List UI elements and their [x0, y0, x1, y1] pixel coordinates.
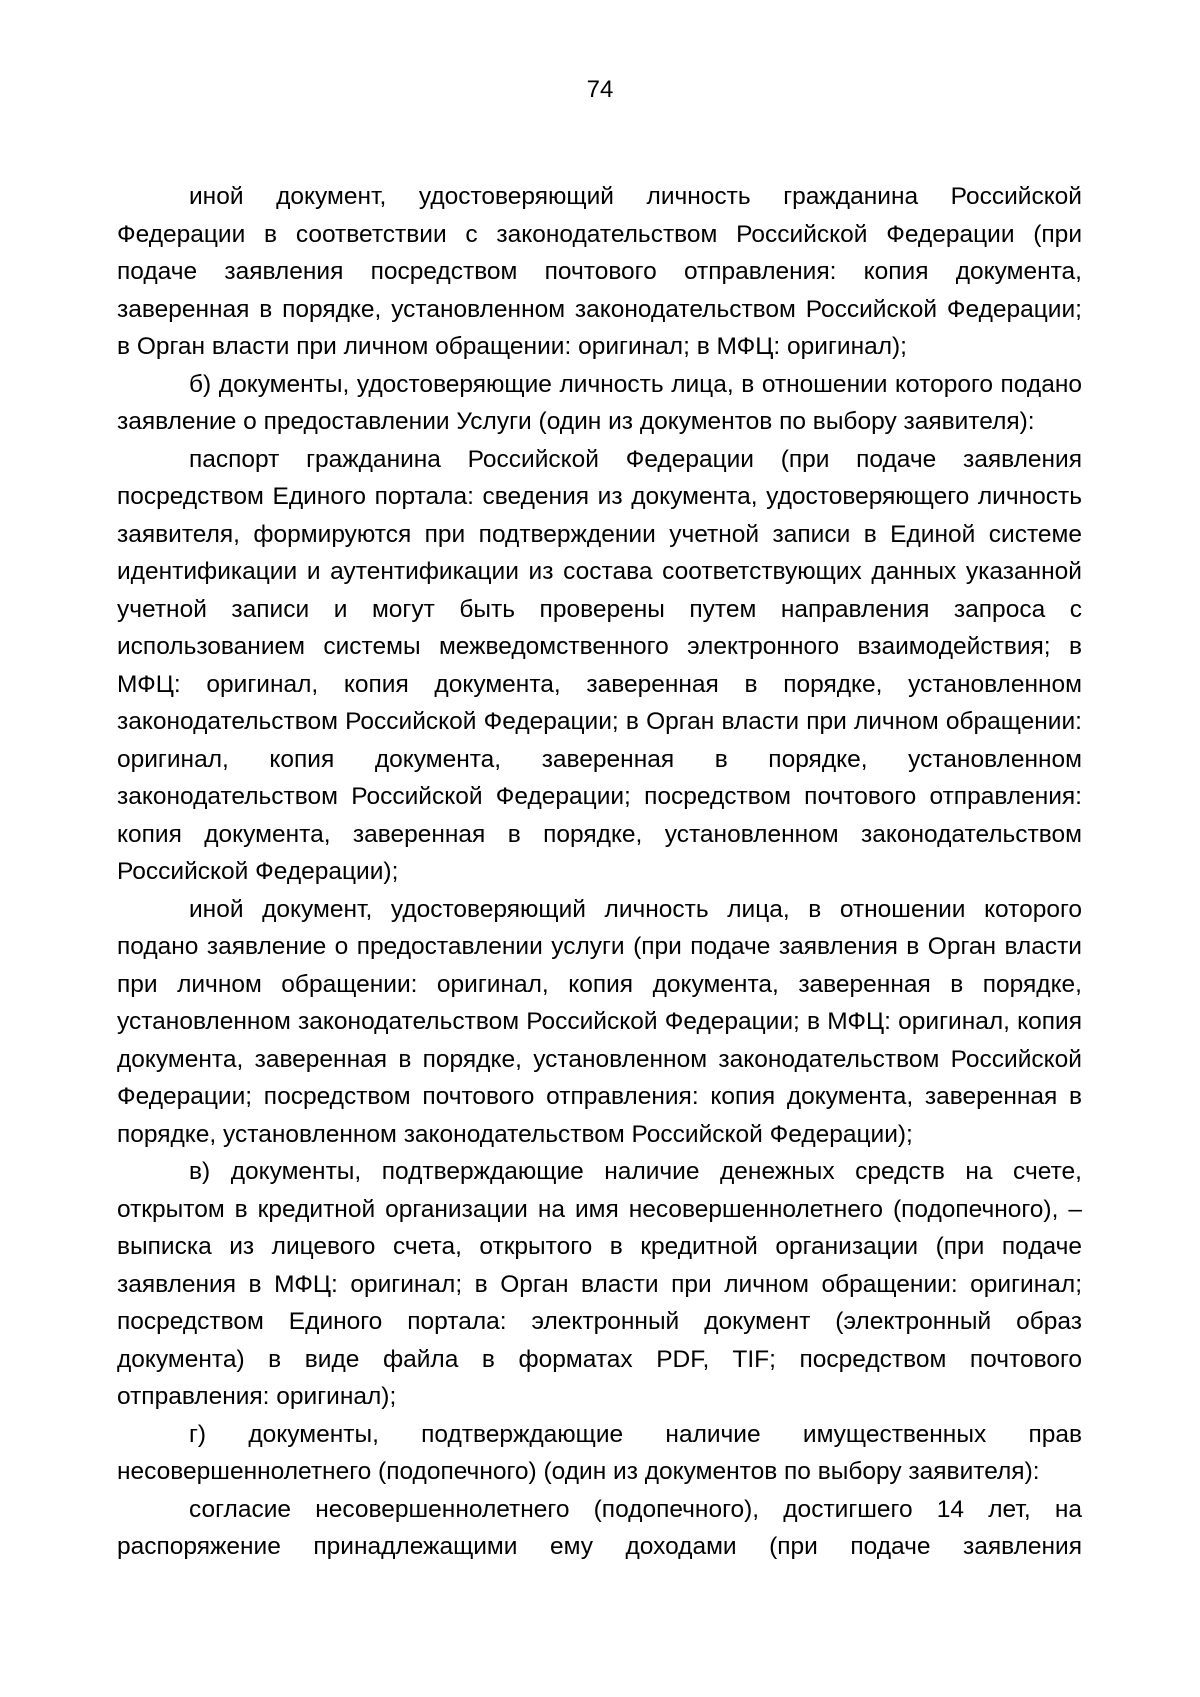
- paragraph-minor-consent: согласие несовершеннолетнего (подопечного), достигшего 14 лет, на распоряжение принадлежащими ему доходами (при подаче заявления: [117, 1495, 1082, 1560]
- paragraph-other-identity-document: иной документ, удостоверяющий личность гражданина Российской Федерации в соответствии с законодательством Российской Федерации (при подаче заявления посредством почтового отправления: копия документа, заверенная в порядке, установленном законодательством Российской Федерации; в Орган власти при личном обращении: оригинал; в МФЦ: оригинал);: [117, 183, 1082, 360]
- paragraph-v-funds-documents: в) документы, подтверждающие наличие денежных средств на счете, открытом в кредитной организации на имя несовершеннолетнего (подопечного), – выписка из лицевого счета, открытого в кредитной организации (при подаче заявления в МФЦ: оригинал; в Орган власти при личном обращении: оригинал; посредством Единого портала: электронный документ (электронный образ документа) в виде файла в форматах PDF, TIF; посредством почтового отправления: оригинал);: [117, 1158, 1082, 1410]
- paragraph-passport: паспорт гражданина Российской Федерации (при подаче заявления посредством Единого портала: сведения из документа, удостоверяющего личность заявителя, формируются при подтверждении учетной записи в Единой системе идентификации и аутентификации из состава соответствующих данных указанной учетной записи и могут быть проверены путем направления запроса с использованием системы межведомственного электронного взаимодействия; в МФЦ: оригинал, копия документа, заверенная в порядке, установленном законодательством Российской Федерации; в Орган власти при личном обращении: оригинал, копия документа, заверенная в порядке, установленном законодательством Российской Федерации; посредством почтового отправления: копия документа, заверенная в порядке, установленном законодательством Российской Федерации);: [117, 445, 1082, 885]
- paragraph-other-identity-document-person: иной документ, удостоверяющий личность лица, в отношении которого подано заявление о предоставлении услуги (при подаче заявления в Орган власти при личном обращении: оригинал, копия документа, заверенная в порядке, установленном законодательством Российской Федерации; в МФЦ: оригинал, копия документа, заверенная в порядке, установленном законодательством Российской Федерации; посредством почтового отправления: копия документа, заверенная в порядке, установленном законодательством Российской Федерации);: [117, 895, 1082, 1148]
- page-number: 74: [586, 76, 614, 103]
- paragraph-g-property-rights-documents: г) документы, подтверждающие наличие имущественных прав несовершеннолетнего (подопечного) (один из документов по выбору заявителя):: [117, 1420, 1082, 1485]
- paragraph-b-identity-documents: б) документы, удостоверяющие личность лица, в отношении которого подано заявление о предоставлении Услуги (один из документов по выбору заявителя):: [117, 370, 1082, 435]
- document-body: [117, 178, 1082, 1566]
